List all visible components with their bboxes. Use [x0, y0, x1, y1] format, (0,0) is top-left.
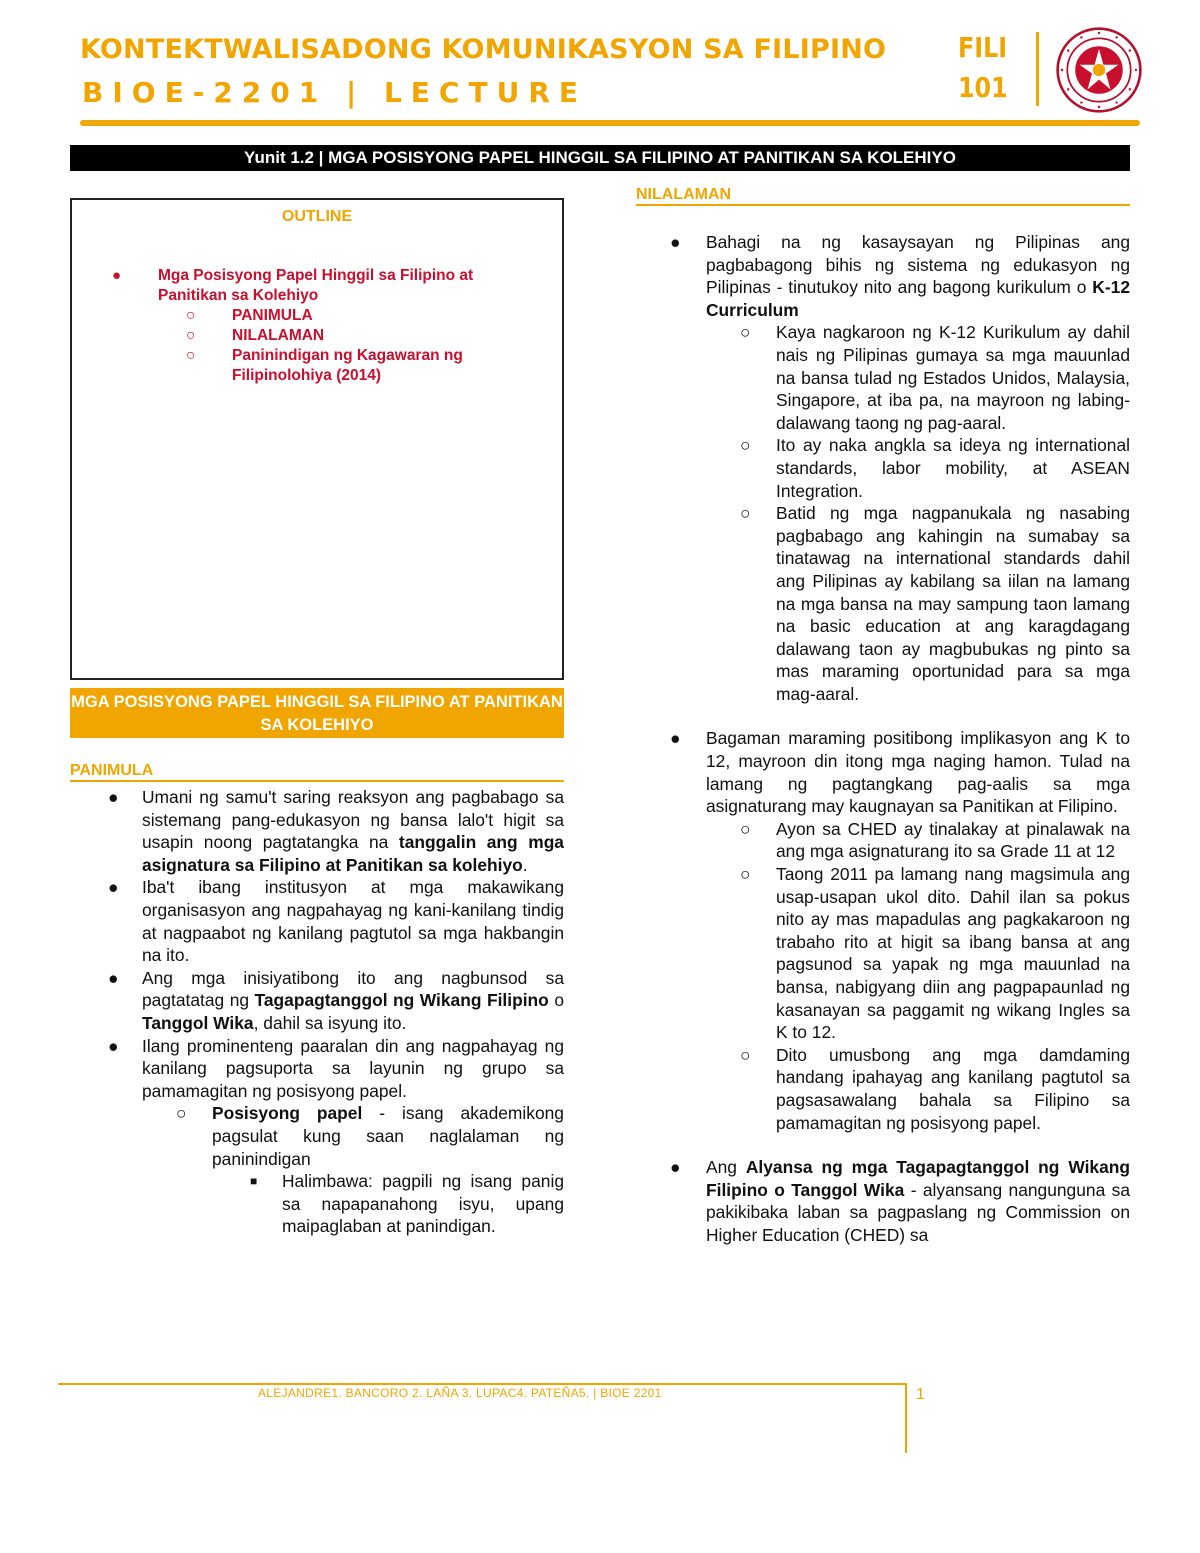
hollow-bullet-icon: ○: [740, 322, 751, 343]
university-seal-logo: [1055, 26, 1143, 114]
document-title: KONTEKTWALISADONG KOMUNIKASYON SA FILIPINO: [80, 34, 887, 65]
outline-sub-item: ○ Paninindigan ng Kagawaran ng Filipinolohiya (2014): [186, 347, 463, 384]
bullet-icon: ●: [112, 267, 122, 284]
footer-divider: [905, 1383, 907, 1453]
header-divider: [1036, 32, 1039, 106]
hollow-bullet-icon: ○: [740, 435, 751, 456]
list-item: ● Bagaman maraming positibong implikasyon ang K to 12, mayroon din itong mga naging hamon. Tulad na lamang ng pagtangkang pag-aalis sa mga asignaturang may kaugnayan sa Panitikan at Filipino.: [670, 728, 1130, 817]
list-sub-item: ○ Batid ng mga nagpanukala ng nasabing pagbabago ang kahingin na sumabay sa tinatawag na international standards dahil ang Pilipinas ay kabilang sa iilan na lamang na mga bansa na may sampung taon lamang na basic education at ang karagdagang dalawang taon ay magbubukas ng pinto sa mas maraming oportunidad para sa mga mag-aaral.: [740, 503, 1130, 704]
bullet-icon: ●: [670, 1157, 681, 1178]
bullet-icon: ●: [108, 967, 119, 988]
page-number: 1: [916, 1386, 925, 1403]
section-banner: MGA POSISYONG PAPEL HINGGIL SA FILIPINO AT PANITIKAN SA KOLEHIYO: [70, 688, 564, 738]
outline-box: [70, 198, 564, 680]
square-bullet-icon: ■: [250, 1174, 258, 1189]
unit-title-bar: Yunit 1.2 | MGA POSISYONG PAPEL HINGGIL SA FILIPINO AT PANITIKAN SA KOLEHIYO: [70, 145, 1130, 171]
list-item: ● Ang mga inisiyatibong ito ang nagbunsod sa pagtatatag ng Tagapagtanggol ng Wikang Filipino o Tanggol Wika, dahil sa isyung ito.: [108, 967, 564, 1033]
hollow-bullet-icon: ○: [740, 818, 751, 839]
outline-main-item: ● Mga Posisyong Papel Hinggil sa Filipino at Panitikan sa Kolehiyo: [112, 267, 474, 304]
list-sub-item: ○ Ito ay naka angkla sa ideya ng international standards, labor mobility, at ASEAN Integration.: [740, 435, 1130, 501]
bullet-icon: ●: [108, 877, 119, 898]
panimula-column: [70, 786, 564, 1238]
outline-title: OUTLINE: [281, 208, 353, 225]
nilalaman-column: [636, 231, 1130, 1247]
nilalaman-heading: NILALAMAN: [636, 186, 1130, 206]
list-item: ● Ilang prominenteng paaralan din ang nagpahayag ng kanilang pagsuporta sa layunin ng grupo sa pamamagitan ng posisyong papel.: [108, 1035, 564, 1101]
panimula-heading: PANIMULA: [70, 762, 564, 782]
header-rule: [80, 120, 1140, 126]
list-sub-item: ○ Taong 2011 pa lamang nang magsimula ang usap-usapan ukol dito. Dahil ilan sa pokus nito ay mas mapadulas ang pagkakaroon ng trabaho rito at higit sa ibang bansa at ang pagsunod sa yapak ng mga mauunlad na bansa, nabigyang diin ang pagpapaunlad ng kasanayan sa paggamit ng wikang Ingles sa K to 12.: [740, 864, 1130, 1043]
list-item: ● Bahagi na ng kasaysayan ng Pilipinas ang pagbabagong bihis ng sistema ng edukasyon ng Pilipinas - tinutukoy nito ang bagong kurikulum o K-12 Curriculum: [670, 232, 1130, 320]
footer-authors: ALEJANDRE1. BANCORO 2. LAÑA 3. LUPAC4. PATEÑA5. | BIOE 2201: [258, 1386, 662, 1400]
bullet-icon: ●: [108, 787, 119, 807]
hollow-bullet-icon: ○: [186, 307, 196, 324]
list-item: ● Iba't ibang institusyon at mga makawikang organisasyon ang nagpahayag ng kani-kanilang tindig at nagpaabot ng kanilang pagtutol sa mga hakbangin na ito.: [108, 877, 564, 966]
hollow-bullet-icon: ○: [740, 864, 751, 885]
list-subsub-item: ■ Halimbawa: pagpili ng isang panig sa napapanahong isyu, upang maipaglaban at panindigan.: [250, 1171, 564, 1237]
list-sub-item: ○ Dito umusbong ang mga damdaming handang ipahayag ang kanilang pagtutol sa pagsasawalang bahala sa Filipino sa pamamagitan ng posisyong papel.: [740, 1044, 1130, 1133]
list-sub-item: ○ Kaya nagkaroon ng K-12 Kurikulum ay dahil nais ng Pilipinas gumaya sa mga mauunlad na bansa tulad ng Estados Unidos, Malaysia, Singapore, at iba pa, na mayroon ng labing-dalawang taong ng pag-aaral.: [740, 322, 1130, 433]
outline-list: [112, 266, 542, 386]
course-code-line2: 101: [958, 71, 1008, 104]
course-subtitle: BIOE-2201 | LECTURE: [82, 76, 588, 109]
list-sub-item: ○ Ayon sa CHED ay tinalakay at pinalawak na ang mga asignaturang ito sa Grade 11 at 12: [740, 818, 1130, 862]
course-code-line1: FILI: [958, 31, 1008, 64]
list-item: ● Ang Alyansa ng mga Tagapagtanggol ng Wikang Filipino o Tanggol Wika - alyansang nangunguna sa pakikibaka laban sa pagpaslang ng Commission on Higher Education (CHED) sa: [670, 1157, 1131, 1245]
hollow-bullet-icon: ○: [740, 503, 751, 524]
footer-rule: [58, 1383, 906, 1385]
bullet-icon: ●: [108, 1035, 119, 1056]
outline-sub-item: ○ PANIMULA: [186, 307, 313, 324]
hollow-bullet-icon: ○: [186, 347, 196, 364]
hollow-bullet-icon: ○: [186, 327, 196, 344]
hollow-bullet-icon: ○: [740, 1044, 751, 1065]
list-sub-item: ○ Posisyong papel - isang akademikong pagsulat kung saan naglalaman ng paninindigan: [176, 1103, 564, 1169]
bullet-icon: ●: [670, 728, 681, 749]
outline-sub-item: ○ NILALAMAN: [186, 327, 325, 344]
list-item: ● Umani ng samu't saring reaksyon ang pagbabago sa sistemang pang-edukasyon ng bansa lalo't higit sa usapin noong pagtatangka na tanggalin ang mga asignatura sa Filipino at Panitikan sa kolehiyo.: [108, 787, 564, 875]
bullet-icon: ●: [670, 232, 681, 252]
course-code: [958, 28, 1008, 108]
hollow-bullet-icon: ○: [176, 1103, 187, 1124]
